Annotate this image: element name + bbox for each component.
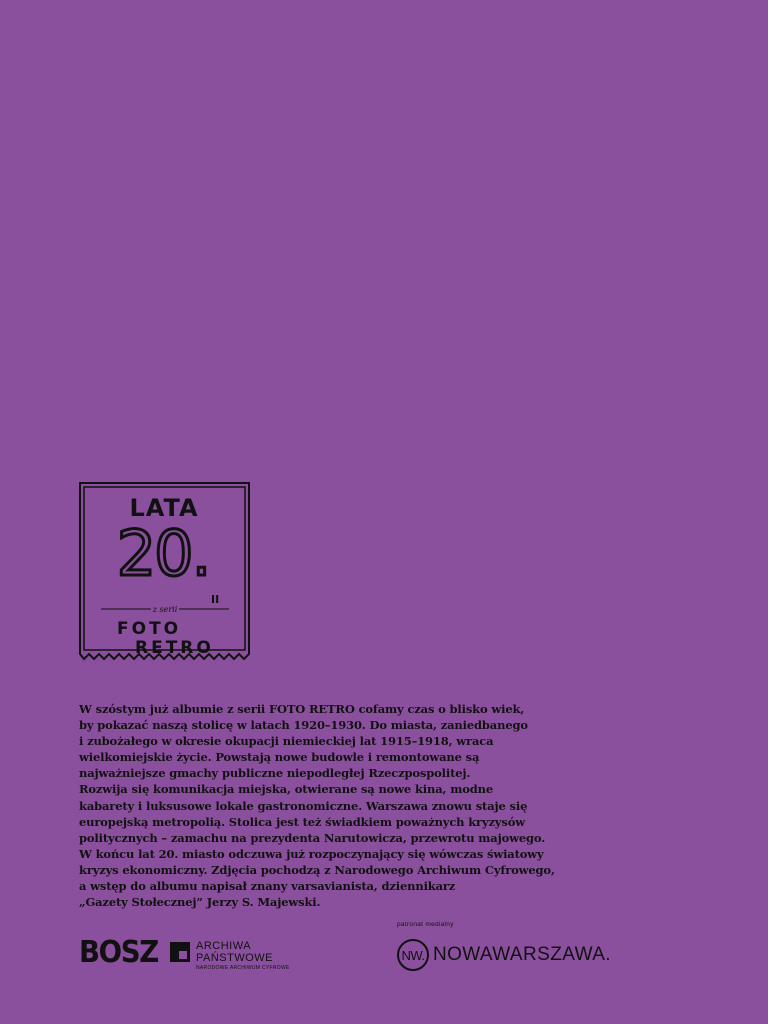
- nw-circle-icon: NW.: [397, 939, 429, 971]
- archiwa-line1: ARCHIWA: [196, 940, 252, 952]
- nowa-warszawa-logo: [397, 939, 611, 971]
- badge-series-small: z serii: [152, 605, 178, 614]
- archiwa-line3: NARODOWE ARCHIWUM CYFROWE: [196, 965, 290, 971]
- series-badge: [79, 482, 250, 672]
- badge-volume: II: [211, 593, 220, 606]
- media-patronage-label: patronat medialny: [397, 921, 454, 928]
- nw-name: NOWAWARSZAWA.: [433, 944, 611, 965]
- blurb-line: „Gazety Stołecznej” Jerzy S. Majewski.: [79, 895, 321, 910]
- badge-number: 20.: [116, 517, 210, 590]
- blurb-line: a wstęp do albumu napisał znany varsavianista, dziennikarz: [79, 879, 456, 894]
- bosz-logo: BOSZ: [79, 935, 158, 970]
- archiwa-text: [196, 940, 290, 972]
- badge-frame: [79, 482, 250, 672]
- archiwa-square-icon: [170, 942, 190, 962]
- badge-series-line1: FOTO: [117, 619, 182, 639]
- badge-word-top: LATA: [129, 494, 199, 522]
- blurb-line: kryzys ekonomiczny. Zdjęcia pochodzą z Narodowego Archiwum Cyfrowego,: [79, 862, 555, 877]
- blurb-line: W końcu lat 20. miasto odczuwa już rozpoczynający się wówczas światowy: [79, 846, 544, 861]
- badge-series-line2: RETRO: [135, 638, 214, 658]
- blurb-line: najważniejsze gmachy publiczne niepodległej Rzeczpospolitej.: [79, 766, 471, 781]
- back-cover-blurb: [79, 701, 599, 910]
- blurb-line: by pokazać naszą stolicę w latach 1920–1930. Do miasta, zaniedbanego: [79, 718, 528, 733]
- blurb-line: wielkomiejskie życie. Powstają nowe budowle i remontowane są: [79, 750, 480, 765]
- blurb-line: W szóstym już albumie z serii FOTO RETRO cofamy czas o blisko wiek,: [79, 702, 525, 716]
- blurb-line: Rozwija się komunikacja miejska, otwierane są nowe kina, modne: [79, 782, 494, 797]
- archiwa-panstwowe-logo: [170, 940, 290, 974]
- blurb-line: i zubożałego w okresie okupacji niemieckiej lat 1915–1918, wraca: [79, 734, 494, 749]
- blurb-line: politycznych – zamachu na prezydenta Narutowicza, przewrotu majowego.: [79, 830, 546, 845]
- archiwa-line2: PAŃSTWOWE: [196, 952, 274, 964]
- blurb-line: europejską metropolią. Stolica jest też świadkiem poważnych kryzysów: [79, 814, 525, 829]
- blurb-line: kabarety i luksusowe lokale gastronomiczne. Warszawa znowu staje się: [79, 798, 528, 813]
